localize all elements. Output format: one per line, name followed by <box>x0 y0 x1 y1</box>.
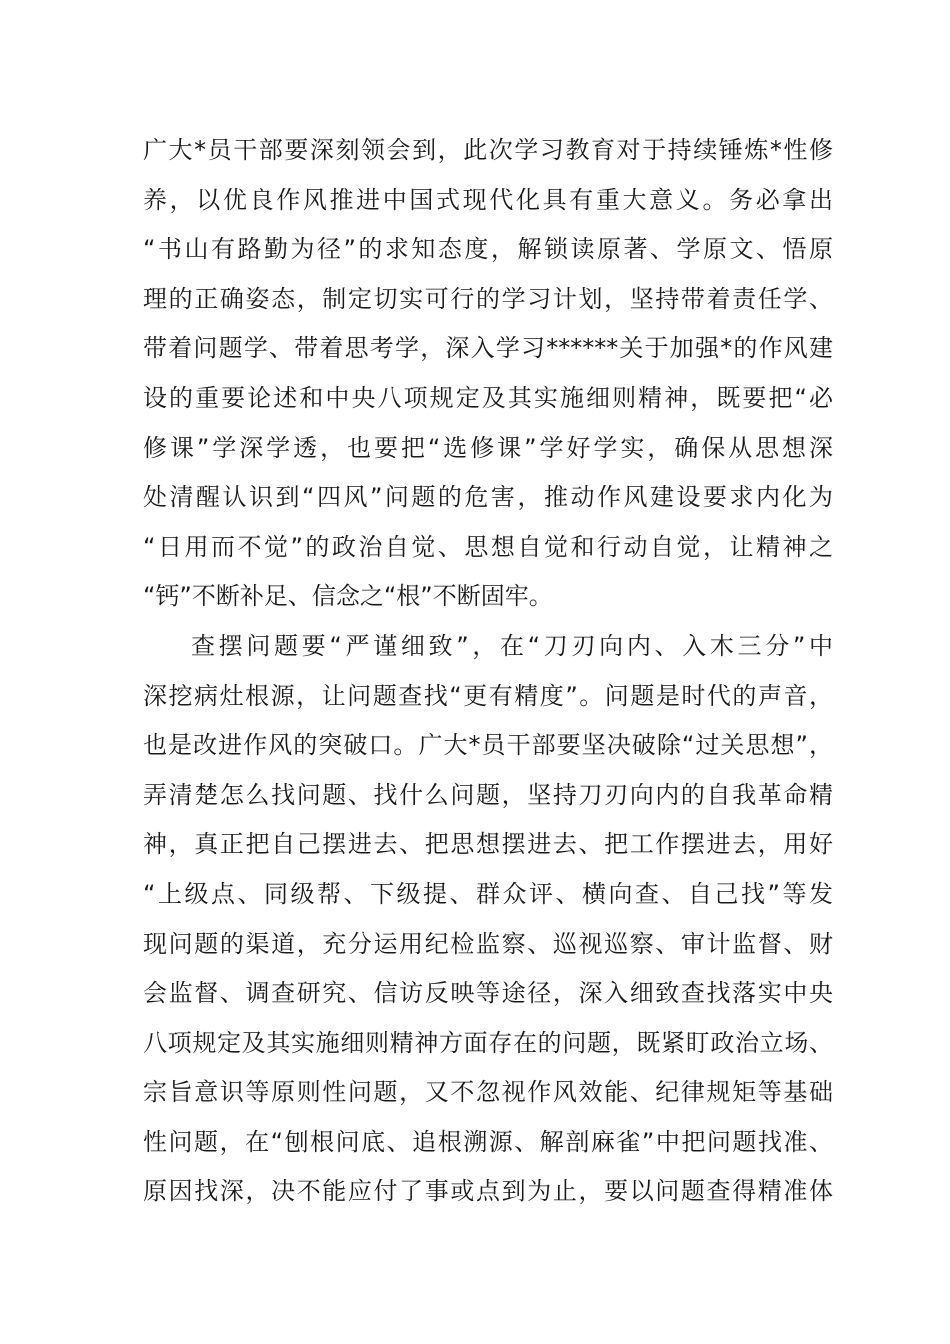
text-line: “上级点、同级帮、下级提、群众评、横向查、自己找”等发 <box>143 879 833 908</box>
text-line: 深挖病灶根源，让问题查找“更有精度”。问题是时代的声音， <box>143 681 833 710</box>
text-line: 八项规定及其实施细则精神方面存在的问题，既紧盯政治立场、 <box>143 1028 833 1057</box>
text-line: 原因找深，决不能应付了事或点到为止，要以问题查得精准体 <box>143 1177 833 1206</box>
text-line: “钙”不断补足、信念之“根”不断固牢。 <box>143 582 553 611</box>
text-line: 理的正确姿态，制定切实可行的学习计划，坚持带着责任学、 <box>143 284 833 313</box>
document-body <box>143 126 833 1217</box>
text-line: 设的重要论述和中央八项规定及其实施细则精神，既要把“必 <box>143 383 833 412</box>
text-line: 养，以优良作风推进中国式现代化具有重大意义。务必拿出 <box>143 185 833 214</box>
text-line: 会监督、调查研究、信访反映等途径，深入细致查找落实中央 <box>143 979 833 1008</box>
text-line: “书山有路勤为径”的求知态度，解锁读原著、学原文、悟原 <box>143 235 833 264</box>
text-line: “日用而不觉”的政治自觉、思想自觉和行动自觉，让精神之 <box>143 532 833 561</box>
text-line: 性问题，在“刨根问底、追根溯源、解剖麻雀”中把问题找准、 <box>143 1127 833 1156</box>
paragraph-study <box>143 126 833 622</box>
text-line: 处清醒认识到“四风”问题的危害，推动作风建设要求内化为 <box>143 483 833 512</box>
text-line: 宗旨意识等原则性问题，又不忽视作风效能、纪律规矩等基础 <box>143 1078 833 1107</box>
paragraph-problems <box>143 622 833 1217</box>
text-line: 神，真正把自己摆进去、把思想摆进去、把工作摆进去，用好 <box>143 830 833 859</box>
text-line: 修课”学深学透，也要把“选修课”学好学实，确保从思想深 <box>143 433 833 462</box>
text-line: 查摆问题要“严谨细致”，在“刀刃向内、入木三分”中 <box>191 631 833 660</box>
text-line: 弄清楚怎么找问题、找什么问题，坚持刀刃向内的自我革命精 <box>143 780 833 809</box>
text-line: 带着问题学、带着思考学，深入学习******关于加强*的作风建 <box>143 334 833 363</box>
text-line: 也是改进作风的突破口。广大*员干部要坚决破除“过关思想”， <box>143 731 833 760</box>
text-line: 现问题的渠道，充分运用纪检监察、巡视巡察、审计监督、财 <box>143 929 833 958</box>
text-line: 广大*员干部要深刻领会到，此次学习教育对于持续锤炼*性修 <box>143 136 833 164</box>
